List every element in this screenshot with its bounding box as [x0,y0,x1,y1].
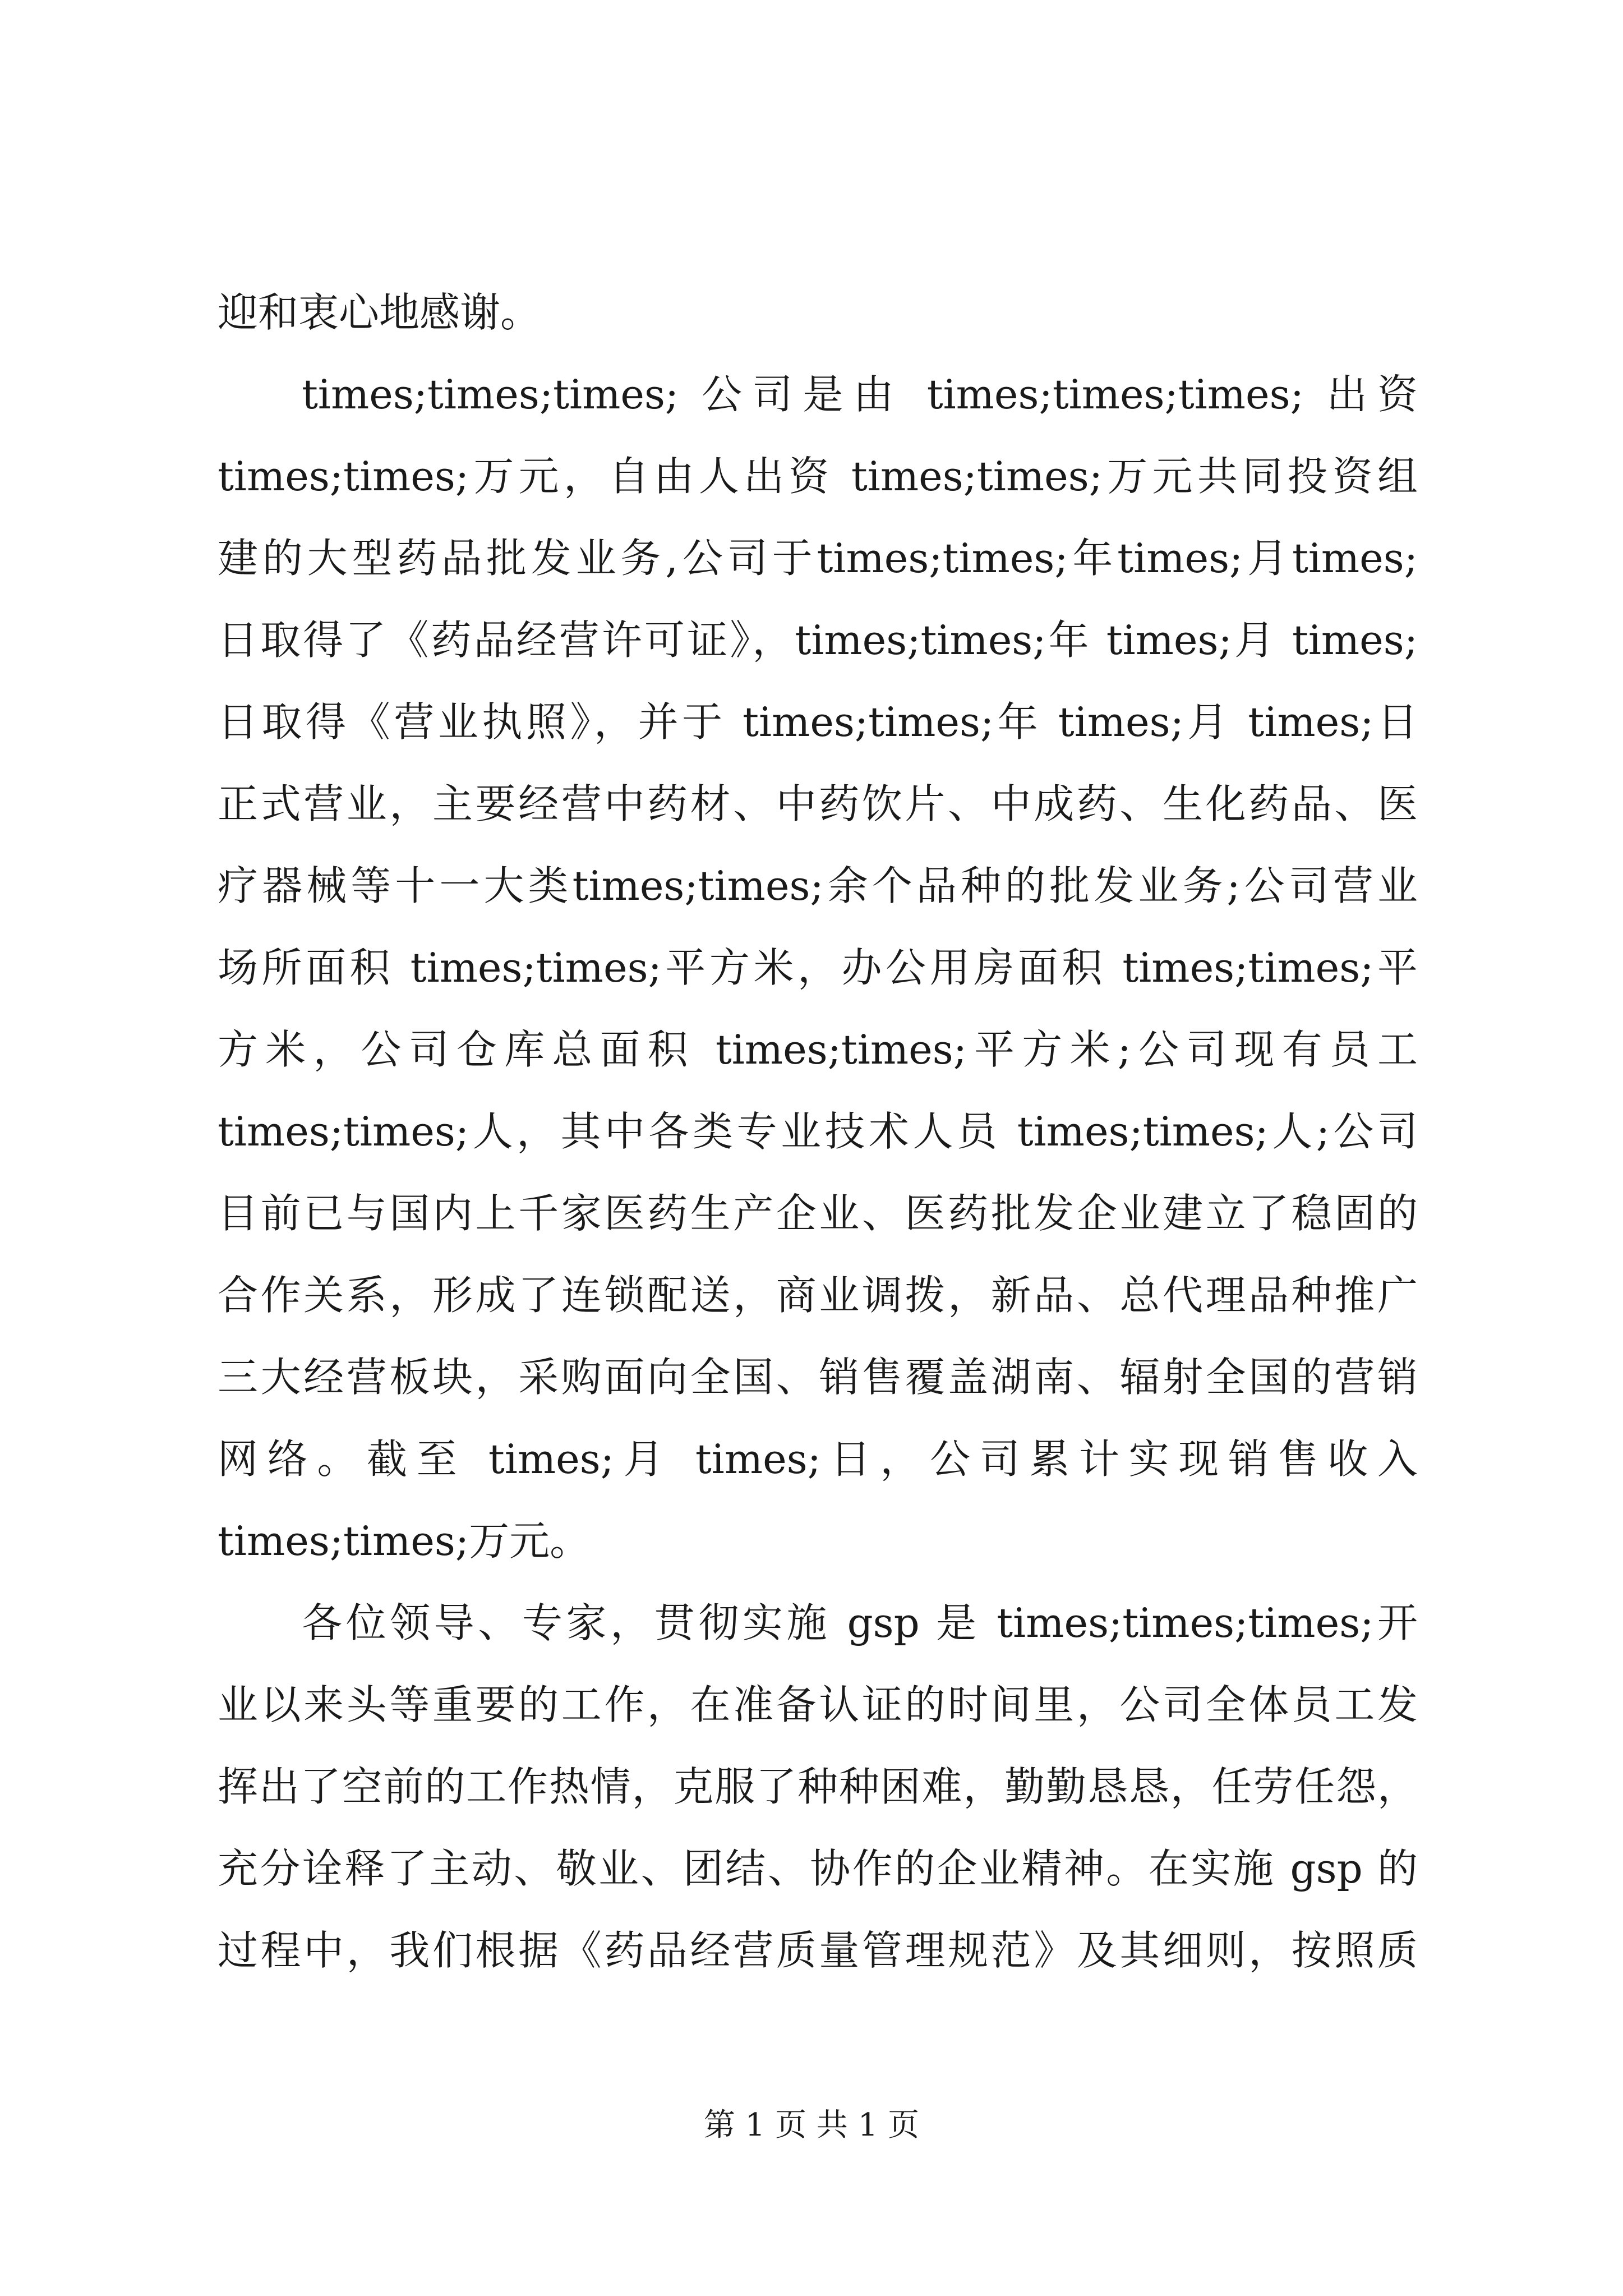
text-line: 三大经营板块，采购面向全国、销售覆盖湖南、辐射全国的营销 [218,1354,1418,1401]
text-line: 日取得《营业执照》，并于 times;times;年 times;月 times;日 [218,698,1418,746]
document-body [218,272,1418,1991]
text-line: 业以来头等重要的工作，在准备认证的时间里，公司全体员工发 [218,1681,1418,1728]
text-line: times;times;times; 公司是由 times;times;times; 出资 [302,371,1418,418]
text-line: 疗器械等十一大类times;times;余个品种的批发业务;公司营业 [218,862,1418,909]
text-line: 各位领导、专家，贯彻实施 gsp 是 times;times;times;开 [302,1599,1418,1646]
text-line: times;times;万元。 [218,1517,591,1565]
text-line: 合作关系，形成了连锁配送，商业调拨，新品、总代理品种推广 [218,1272,1418,1319]
text-line: 正式营业，主要经营中药材、中药饮片、中成药、生化药品、医 [218,780,1418,827]
text-line: times;times;人，其中各类专业技术人员 times;times;人;公司 [218,1108,1418,1155]
text-line: 挥出了空前的工作热情，克服了种种困难，勤勤恳恳，任劳任怨， [218,1763,1418,1810]
text-line: 日取得了《药品经营许可证》，times;times;年 times;月 times; [218,616,1418,664]
text-line: 过程中，我们根据《药品经营质量管理规范》及其细则，按照质 [218,1927,1418,1974]
text-line: times;times;万元，自由人出资 times;times;万元共同投资组 [218,453,1418,500]
text-line: 迎和衷心地感谢。 [218,289,541,336]
page-footer: 第 1 页 共 1 页 [703,2107,920,2143]
text-line: 网络。截至 times;月 times;日，公司累计实现销售收入 [218,1435,1418,1483]
text-line: 目前已与国内上千家医药生产企业、医药批发企业建立了稳固的 [218,1190,1418,1237]
text-line: 场所面积 times;times;平方米，办公用房面积 times;times;平 [218,944,1418,991]
text-line: 建的大型药品批发业务,公司于times;times;年times;月times; [218,535,1418,582]
text-line: 充分诠释了主动、敬业、团结、协作的企业精神。在实施 gsp 的 [218,1845,1418,1892]
text-line: 方米，公司仓库总面积 times;times;平方米;公司现有员工 [218,1026,1418,1073]
